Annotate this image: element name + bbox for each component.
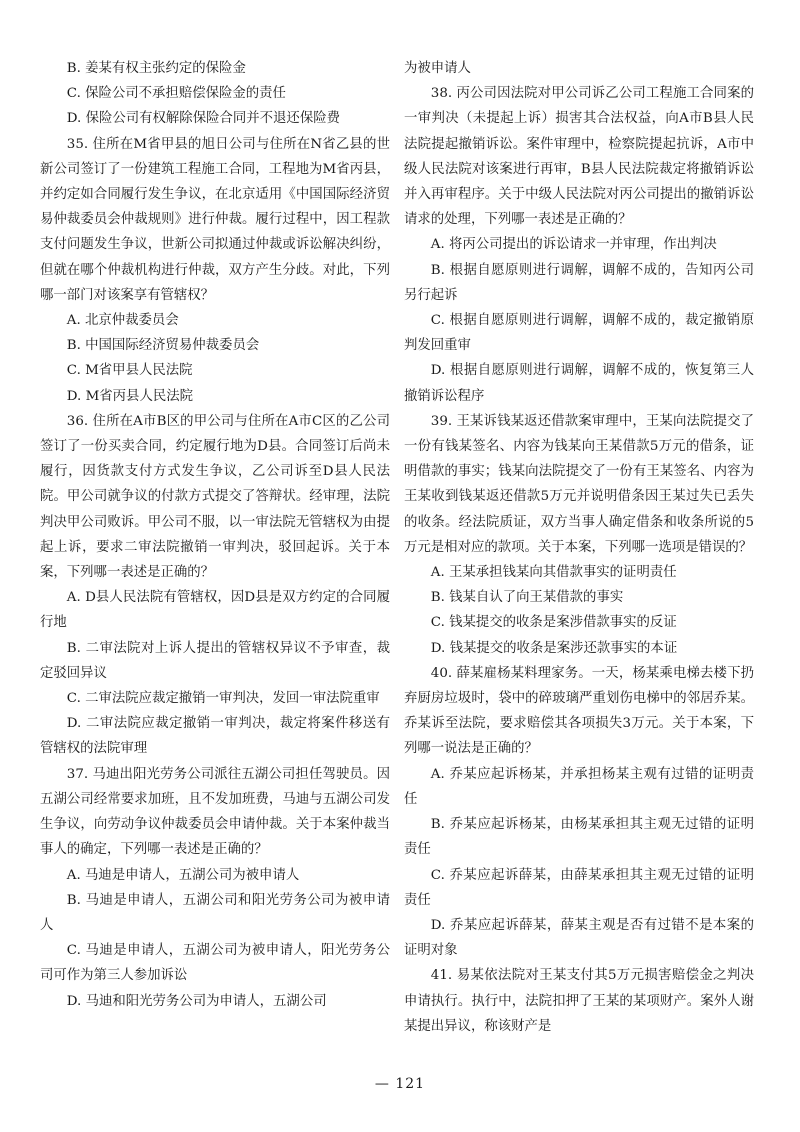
answer-option: C. M省甲县人民法院	[66, 363, 193, 379]
question-stem: 41. 易某依法院对王某支付其5万元损害赔偿金之判决申请执行。执行中，法院扣押了王某的某项财产。案外人谢某提出异议，称该财产是	[404, 968, 754, 1034]
answer-option: C. 乔某应起诉薛某，由薛某承担其主观无过错的证明责任	[404, 867, 754, 908]
answer-option: B. 马迪是申请人，五湖公司和阳光劳务公司为被申请人	[40, 892, 390, 933]
answer-option: C. 马迪是申请人，五湖公司为被申请人，阳光劳务公司可作为第三人参加诉讼	[40, 943, 390, 984]
continued-text: 为被申请人	[404, 61, 471, 76]
question-stem: 36. 住所在A市B区的甲公司与住所在A市C区的乙公司签订了一份买卖合同，约定履行地为D县。合同签订后尚未履行，因货款支付方式发生争议，乙公司诉至D县人民法院。甲公司就争议的付款方式提交了答辩状。经审理，法院判决甲公司败诉。甲公司不服，以一审法院无管辖权为由提起上诉，要求二审法院撤销一审判决，驳回起诉。关于本案，下列哪一表述是正确的？	[40, 413, 390, 581]
question-stem: 40. 薛某雇杨某料理家务。一天，杨某乘电梯去楼下扔弃厨房垃圾时，袋中的碎玻璃严重划伤电梯中的邻居乔某。乔某诉至法院，要求赔偿其各项损失3万元。关于本案，下列哪一说法是正确的？	[404, 665, 754, 757]
answer-option: A. D县人民法院有管辖权，因D县是双方约定的合同履行地	[40, 590, 390, 631]
answer-option: D. 乔某应起诉薛某，薛某主观是否有过错不是本案的证明对象	[404, 917, 754, 959]
answer-option: C. 保险公司不承担赔偿保险金的责任	[66, 86, 286, 102]
answer-option: A. 马迪是申请人，五湖公司为被申请人	[66, 867, 300, 883]
answer-option: D. 二审法院应裁定撤销一审判决，裁定将案件移送有管辖权的法院审理	[40, 716, 390, 757]
question-stem: 35. 住所在M省甲县的旭日公司与住所在N省乙县的世新公司签订了一份建筑工程施工合同，工程地为M省丙县，并约定如合同履行发生争议，在北京适用《中国国际经济贸易仲裁委员会仲裁规则》进行仲裁。履行过程中，因工程款支付问题发生争议，世新公司拟通过仲裁或诉讼解决纠纷，但就在哪个仲裁机构进行仲裁，双方产生分歧。对此，下列哪一部门对该案享有管辖权？	[40, 136, 390, 303]
answer-option: D. 马迪和阳光劳务公司为申请人，五湖公司	[66, 993, 327, 1009]
answer-option: B. 乔某应起诉杨某，由杨某承担其主观无过错的证明责任	[404, 817, 754, 858]
answer-option: A. 将丙公司提出的诉讼请求一并审理，作出判决	[430, 237, 717, 253]
answer-option: B. 中国国际经济贸易仲裁委员会	[66, 338, 260, 354]
answer-option: B. 二审法院对上诉人提出的管辖权异议不予审查，裁定驳回异议	[40, 640, 390, 681]
answer-option: A. 乔某应起诉杨某，并承担杨某主观有过错的证明责任	[404, 766, 754, 807]
answer-option: B. 钱某自认了向王某借款的事实	[430, 590, 624, 606]
answer-option: B. 根据自愿原则进行调解，调解不成的，告知丙公司另行起诉	[404, 262, 754, 303]
answer-option: A. 北京仲裁委员会	[66, 313, 179, 329]
answer-option: D. 保险公司有权解除保险合同并不退还保险费	[66, 111, 340, 127]
answer-option: A. 王某承担钱某向其借款事实的证明责任	[430, 565, 677, 581]
answer-option: D. M省丙县人民法院	[66, 388, 194, 404]
answer-option: D. 钱某提交的收条是案涉还款事实的本证	[430, 640, 678, 656]
answer-option: C. 二审法院应裁定撤销一审判决，发回一审法院重审	[66, 691, 380, 707]
answer-option: D. 根据自愿原则进行调解，调解不成的，恢复第三人撤销诉讼程序	[404, 363, 754, 404]
page-number: — 121	[374, 1076, 426, 1092]
answer-option: C. 钱某提交的收条是案涉借款事实的反证	[430, 615, 677, 631]
question-stem: 37. 马迪出阳光劳务公司派往五湖公司担任驾驶员。因五湖公司经常要求加班，且不发加班费，马迪与五湖公司发生争议，向劳动争议仲裁委员会申请仲裁。关于本案仲裁当事人的确定，下列哪一表述是正确的？	[40, 766, 390, 858]
right-column	[404, 56, 754, 1039]
question-stem: 39. 王某诉钱某返还借款案审理中，王某向法院提交了一份有钱某签名、内容为钱某向王某借款5万元的借条，证明借款的事实；钱某向法院提交了一份有王某签名、内容为王某收到钱某返还借款5万元并说明借条因王某过失已丢失的收条。经法院质证，双方当事人确定借条和收条所说的5万元是相对应的款项。关于本案，下列哪一选项是错误的？	[404, 413, 754, 555]
question-stem: 38. 丙公司因法院对甲公司诉乙公司工程施工合同案的一审判决（未提起上诉）损害其合法权益，向A市B县人民法院提起撤销诉讼。案件审理中，检察院提起抗诉，A市中级人民法院对该案进行再审，B县人民法院裁定将撤销诉讼并入再审程序。关于中级人民法院对丙公司提出的撤销诉讼请求的处理，下列哪一表述是正确的？	[404, 86, 754, 228]
answer-option: B. 姜某有权主张约定的保险金	[66, 61, 246, 76]
left-column	[40, 56, 390, 1014]
answer-option: C. 根据自愿原则进行调解，调解不成的，裁定撤销原判发回重审	[404, 313, 754, 354]
